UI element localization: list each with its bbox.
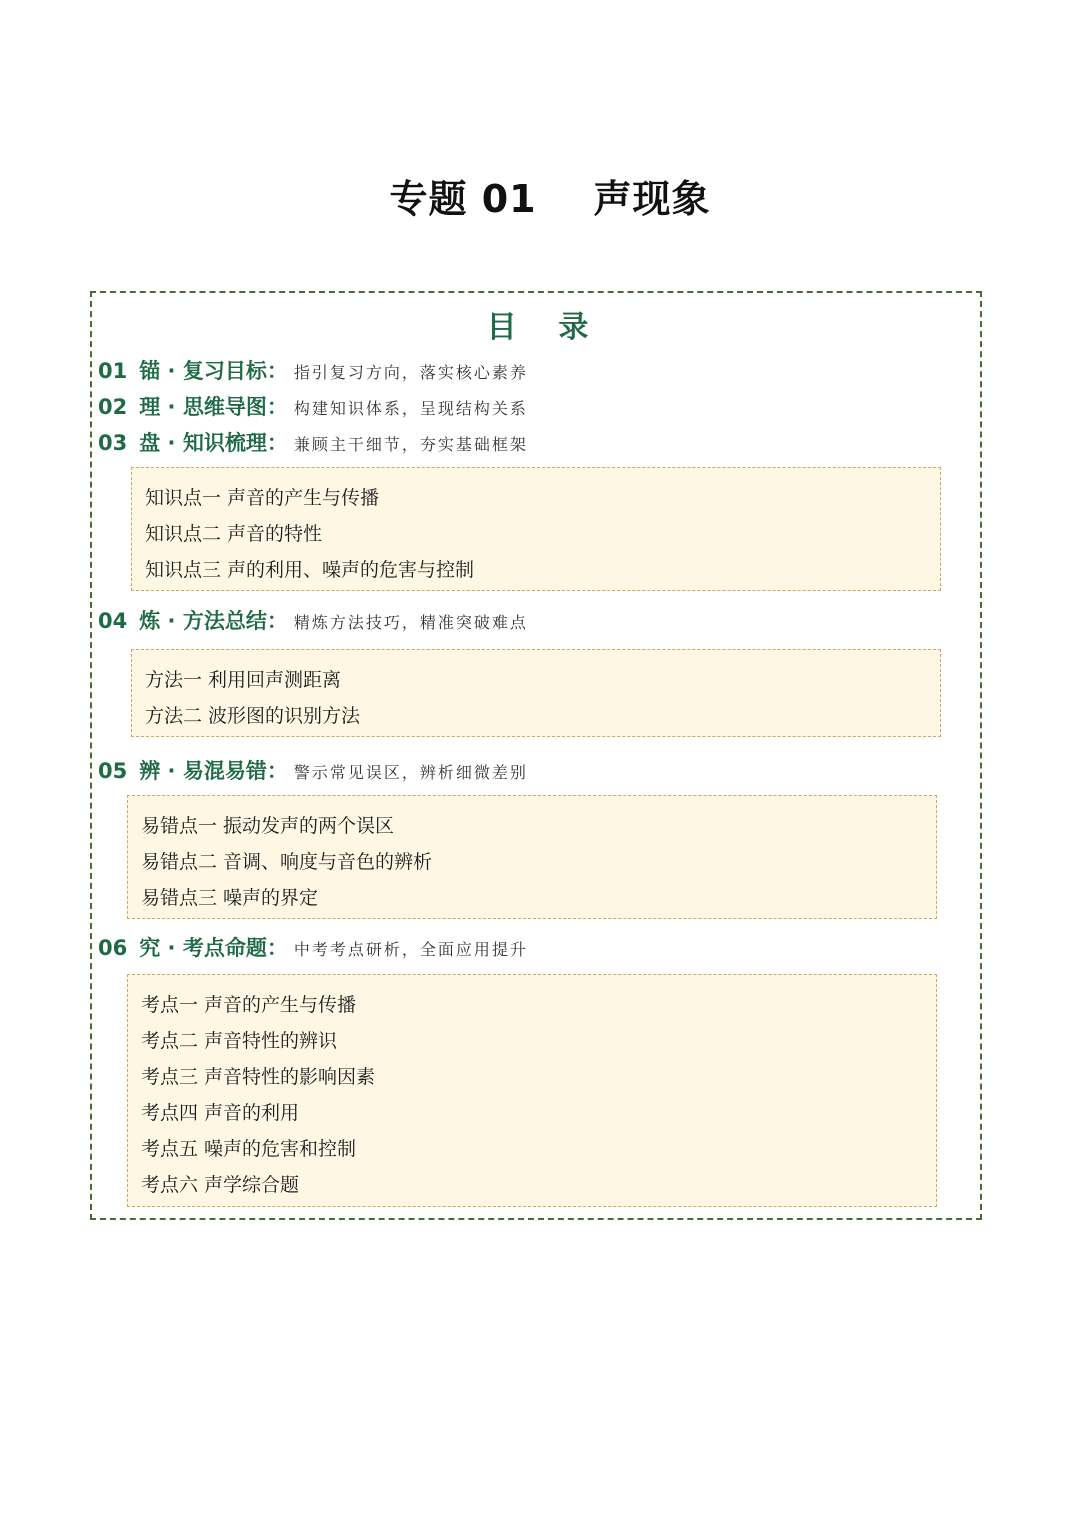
toc-section-01[interactable] [98, 356, 528, 386]
common-mistakes-box [127, 795, 937, 919]
toc-item[interactable]: 易错点二 音调、响度与音色的辨析 [141, 851, 433, 873]
knowledge-points-box [131, 467, 941, 591]
toc-item[interactable]: 考点三 声音特性的影响因素 [141, 1066, 376, 1088]
toc-item[interactable]: 考点二 声音特性的辨识 [141, 1030, 338, 1052]
toc-section-04[interactable] [98, 606, 528, 636]
toc-item[interactable]: 易错点一 振动发声的两个误区 [141, 815, 395, 837]
toc-section-05[interactable] [98, 756, 528, 786]
section-name: 盘 · 知识梳理： [139, 431, 288, 455]
section-number: 03 [98, 431, 128, 455]
toc-item[interactable]: 知识点一 声音的产生与传播 [145, 487, 380, 509]
section-description: 指引复习方向，落实核心素养 [293, 363, 528, 382]
toc-item[interactable]: 考点一 声音的产生与传播 [141, 994, 357, 1016]
section-number: 04 [98, 609, 128, 633]
toc-item[interactable]: 考点四 声音的利用 [141, 1102, 300, 1124]
toc-section-03[interactable] [98, 428, 528, 458]
section-description: 中考考点研析，全面应用提升 [293, 940, 528, 959]
section-name: 辨 · 易混易错： [139, 759, 288, 783]
section-name: 炼 · 方法总结： [139, 609, 288, 633]
toc-item[interactable]: 考点六 声学综合题 [141, 1174, 300, 1196]
toc-item[interactable]: 易错点三 噪声的界定 [141, 887, 319, 909]
section-number: 01 [98, 359, 128, 383]
section-number: 05 [98, 759, 128, 783]
section-description: 兼顾主干细节，夯实基础框架 [293, 435, 528, 454]
section-name: 理 · 思维导图： [139, 395, 288, 419]
toc-item[interactable]: 考点五 噪声的危害和控制 [141, 1138, 357, 1160]
toc-item[interactable]: 方法二 波形图的识别方法 [145, 705, 361, 727]
document-title: 专题 01 声现象 [389, 177, 711, 221]
section-description: 警示常见误区，辨析细微差别 [293, 763, 528, 782]
methods-box [131, 649, 941, 737]
toc-item[interactable]: 知识点三 声的利用、噪声的危害与控制 [145, 559, 475, 581]
section-description: 精炼方法技巧，精准突破难点 [293, 613, 528, 632]
toc-section-02[interactable] [98, 392, 528, 422]
section-number: 06 [98, 936, 128, 960]
section-description: 构建知识体系，呈现结构关系 [293, 399, 528, 418]
toc-heading: 目 录 [486, 310, 589, 345]
exam-points-box [127, 974, 937, 1207]
toc-item[interactable]: 知识点二 声音的特性 [145, 523, 323, 545]
section-name: 锚 · 复习目标： [139, 359, 288, 383]
section-number: 02 [98, 395, 128, 419]
toc-item[interactable]: 方法一 利用回声测距离 [145, 669, 342, 691]
section-name: 究 · 考点命题： [139, 936, 288, 960]
toc-section-06[interactable] [98, 933, 528, 963]
